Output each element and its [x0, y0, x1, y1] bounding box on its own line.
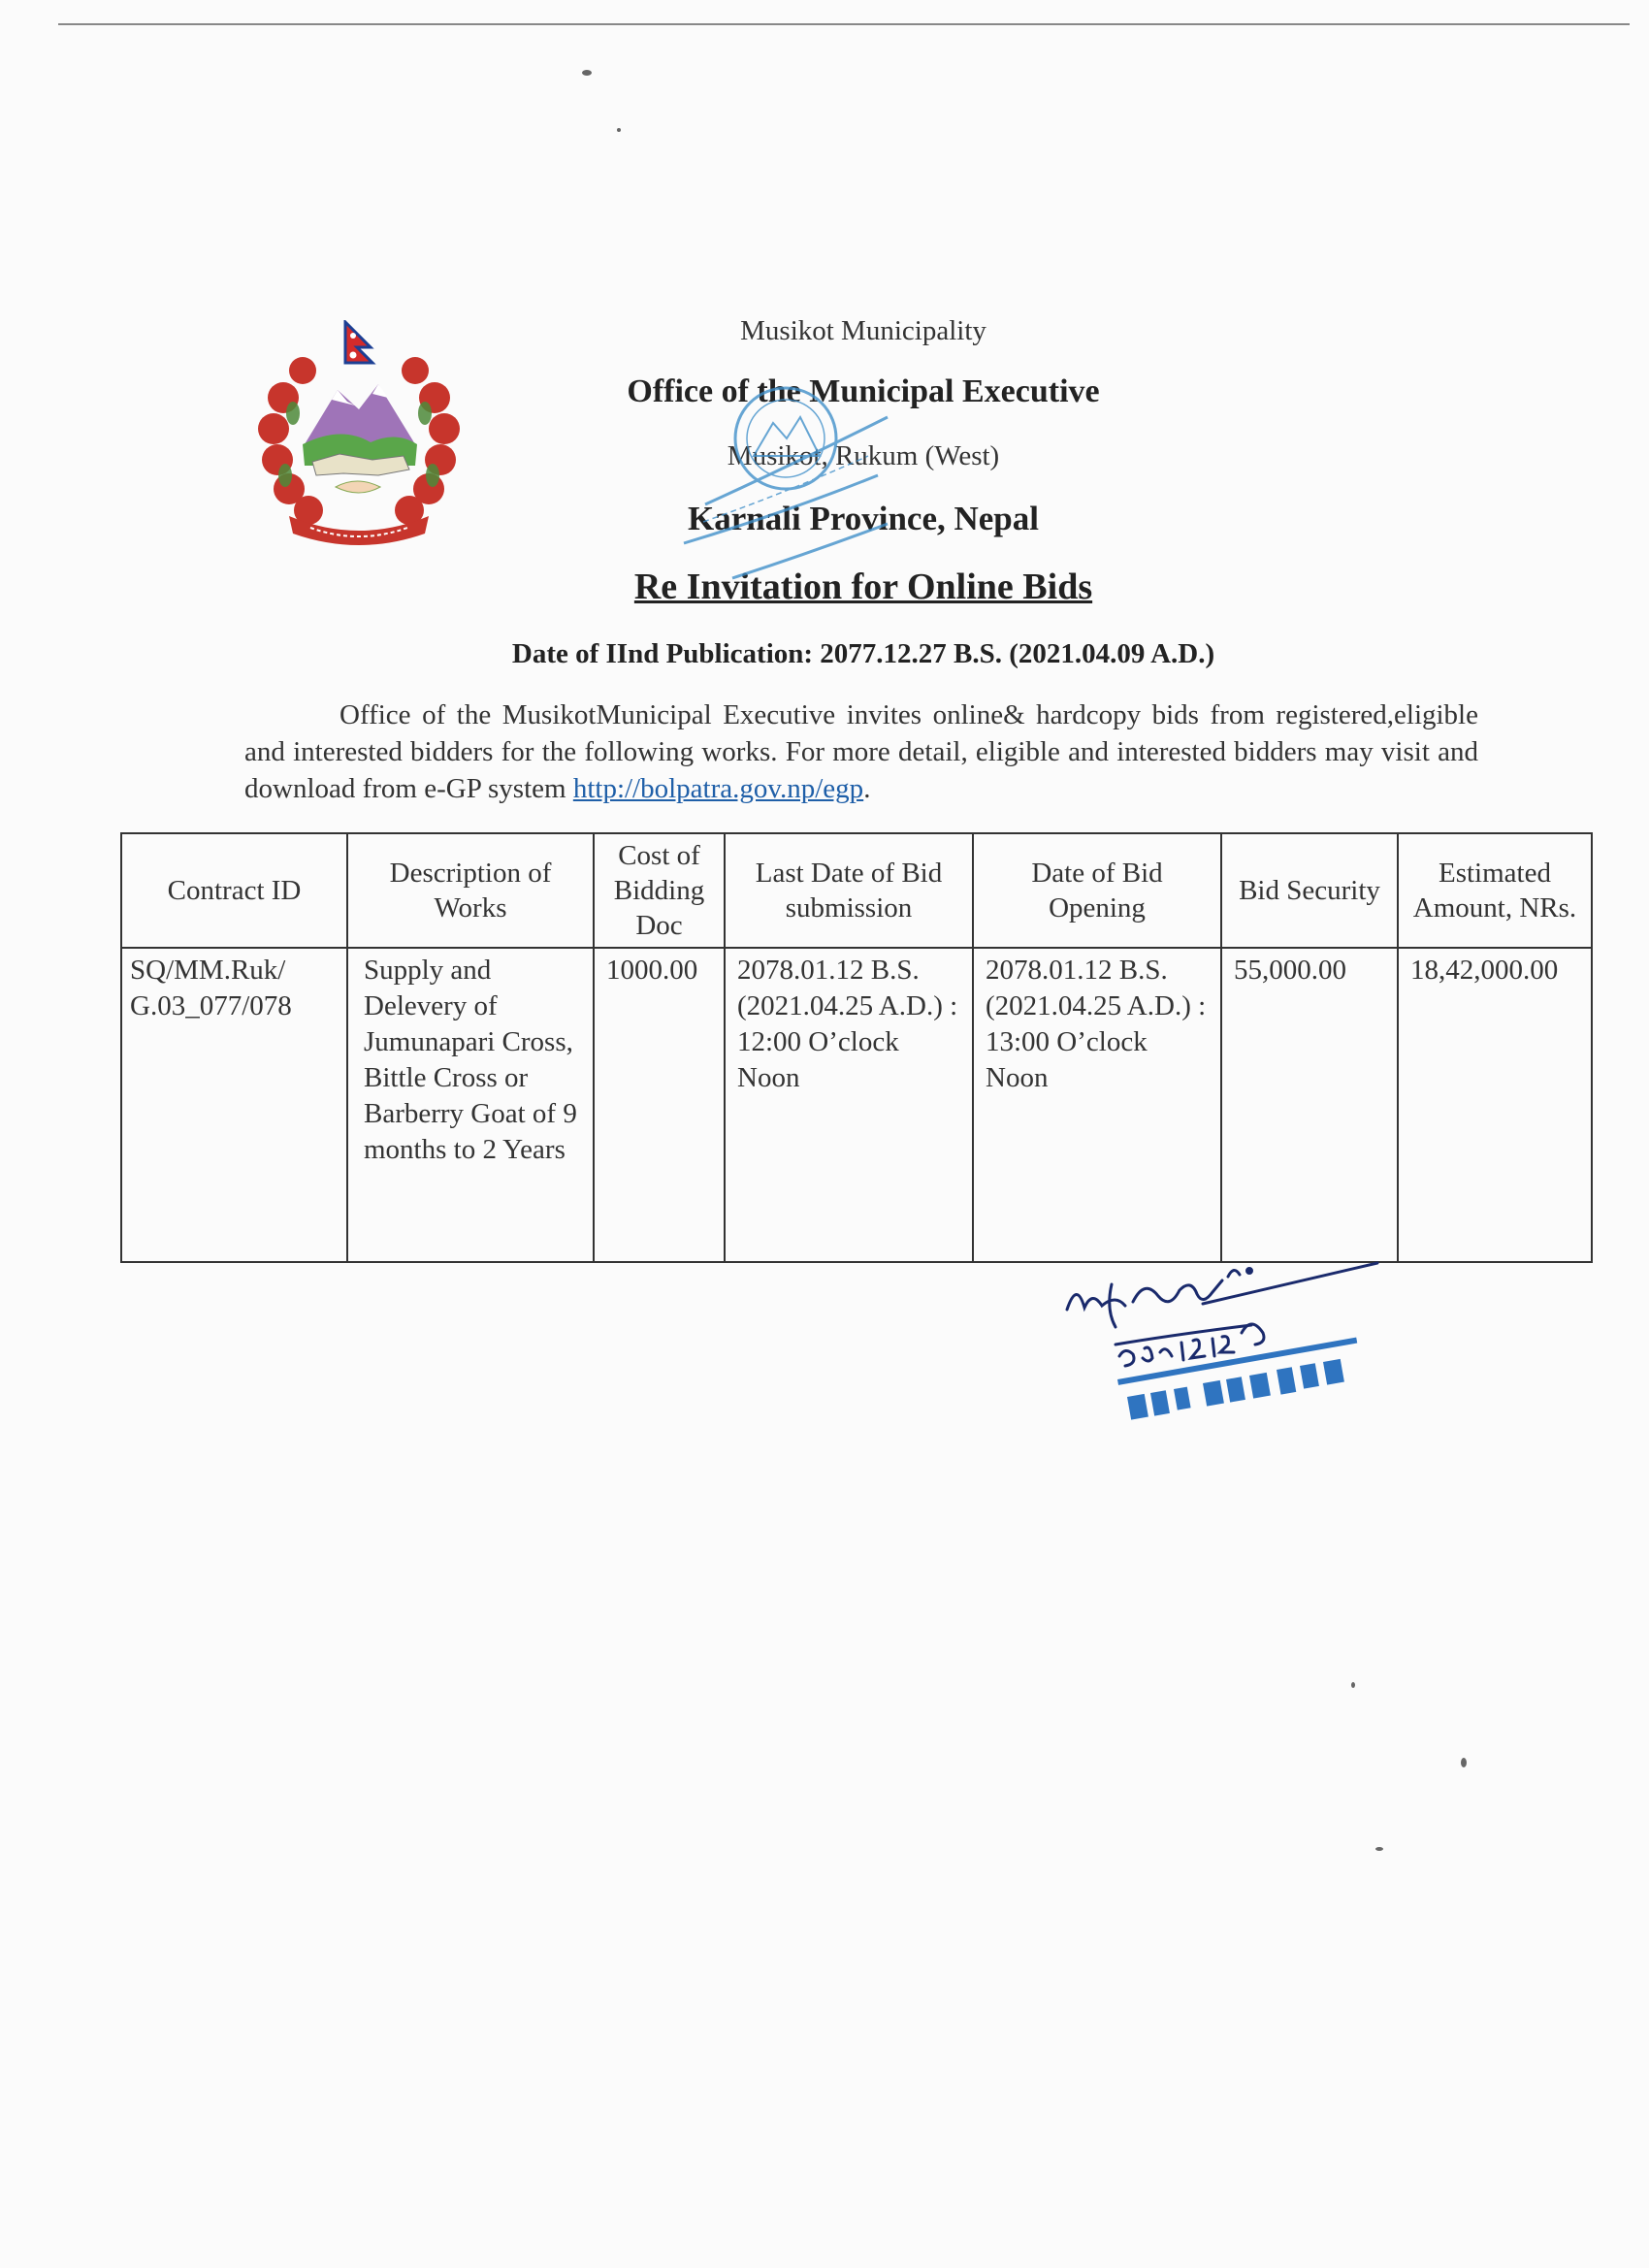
- cell-bid-security: 55,000.00: [1221, 948, 1398, 1262]
- scan-speck: [1461, 1758, 1467, 1767]
- table-row: [121, 948, 1592, 1262]
- office-location: Musikot, Rukum (West): [727, 440, 1000, 471]
- scan-speck: [1351, 1682, 1355, 1688]
- cell-cost: 1000.00: [594, 948, 725, 1262]
- cell-contract-id: SQ/MM.Ruk/ G.03_077/078: [121, 948, 347, 1262]
- column-header-description: Description of Works: [347, 833, 594, 948]
- mountain: [305, 384, 415, 444]
- nepal-emblem-icon: [254, 320, 463, 548]
- cell-description: Supply and Delevery of Jumunapari Cross, Bittle Cross or Barberry Goat of 9 months to 2 Years: [347, 948, 594, 1262]
- column-header-bid-security: Bid Security: [1221, 833, 1398, 948]
- flag: [345, 322, 372, 363]
- egp-link[interactable]: http://bolpatra.gov.np/egp: [572, 773, 864, 804]
- invitation-text-end: .: [863, 773, 871, 804]
- province-name: Karnali Province, Nepal: [688, 500, 1039, 537]
- office-name: Office of the Municipal Executive: [627, 373, 1100, 409]
- column-header-opening-date: Date of Bid Opening: [973, 833, 1221, 948]
- signature-block-icon: [1057, 1251, 1426, 1436]
- column-header-estimated-amount: Estimated Amount, NRs.: [1398, 833, 1592, 948]
- municipality-name: Musikot Municipality: [740, 315, 986, 346]
- column-header-last-date: Last Date of Bid submission: [725, 833, 973, 948]
- publication-date: Date of IInd Publication: 2077.12.27 B.S. (2021.04.09 A.D.): [511, 638, 1215, 669]
- scan-edge-line: [58, 23, 1630, 25]
- bids-table: [120, 832, 1593, 1263]
- cell-opening-date: 2078.01.12 B.S. (2021.04.25 A.D.) : 13:00 O’clock Noon: [973, 948, 1221, 1262]
- handshake: [336, 481, 380, 493]
- column-header-cost: Cost of Bidding Doc: [594, 833, 725, 948]
- scan-speck: [582, 70, 592, 76]
- invitation-text: Office of the MusikotMunicipal Executive invites online& hardcopy bids from registered,eligible and interested bidders for the following works. For more detail, eligible and interested bidders may visit and download from e-GP system: [244, 699, 1478, 804]
- scan-speck: [617, 128, 621, 132]
- table-header-row: [121, 833, 1592, 948]
- cell-last-date: 2078.01.12 B.S. (2021.04.25 A.D.) : 12:00 O’clock Noon: [725, 948, 973, 1262]
- cell-estimated-amount: 18,42,000.00: [1398, 948, 1592, 1262]
- column-header-contract-id: Contract ID: [121, 833, 347, 948]
- invitation-paragraph: [244, 697, 1478, 807]
- notice-title: Re Invitation for Online Bids: [633, 567, 1093, 607]
- scan-speck: [1375, 1847, 1383, 1851]
